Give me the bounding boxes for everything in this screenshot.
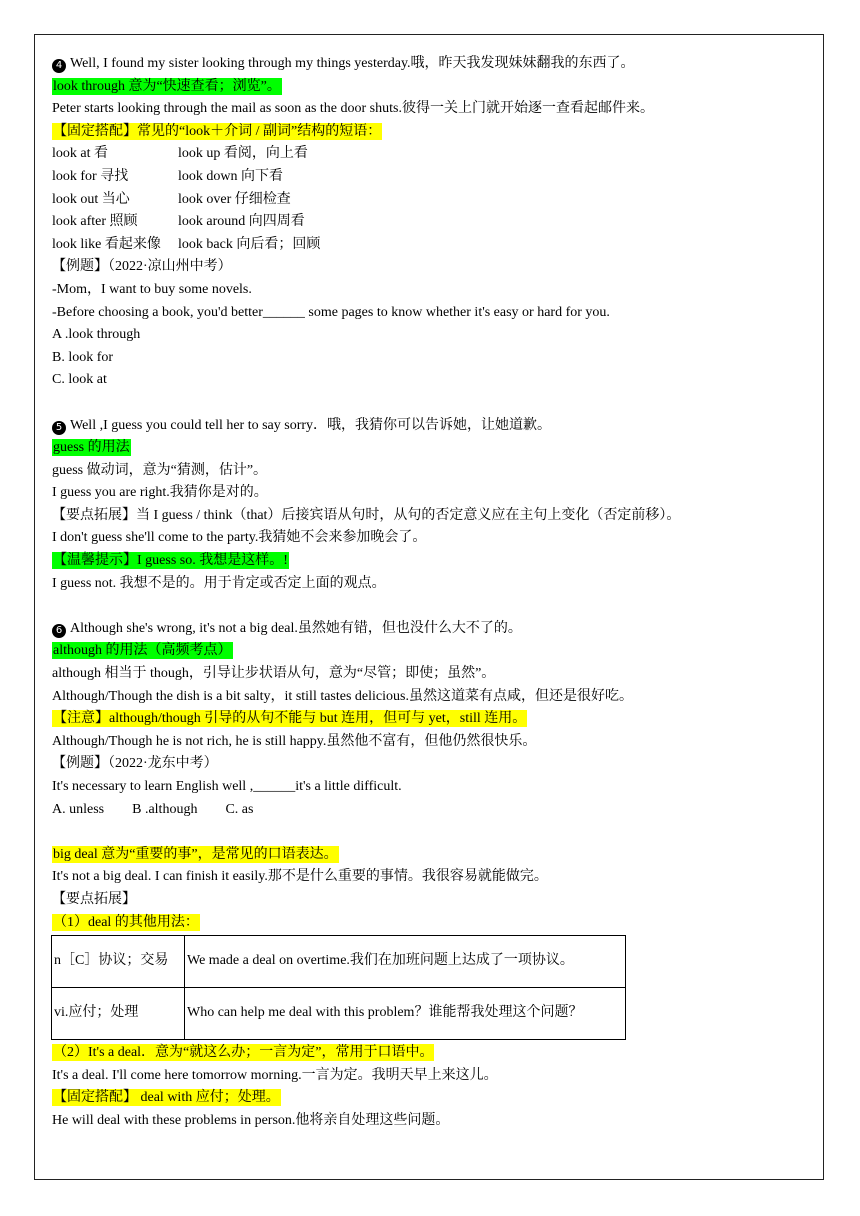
bigdeal-note-line: [52, 844, 812, 867]
exam-line: -Mom，I want to buy some novels.: [52, 281, 252, 297]
phrase: look out 当心: [52, 191, 130, 207]
phrase: look at 看: [52, 146, 108, 162]
text-line: I don't guess she'll come to the party.我猜她不会来参加晚会了。: [52, 530, 427, 546]
text-line: Although/Though the dish is a bit salty，it still tastes delicious.虽然这道菜有点咸，但还是很好吃。: [52, 688, 633, 704]
spacer: [52, 821, 812, 844]
sentence-5-text: Well ,I guess you could tell her to say sorry．哦，我猜你可以告诉她，让她道歉。: [70, 417, 552, 433]
exam-option: B. look for: [52, 349, 114, 365]
phrase-row: [52, 166, 812, 189]
expand-heading: 【要点拓展】: [52, 891, 136, 907]
sentence-5: [52, 415, 812, 438]
deal-other-usage: （1）deal 的其他用法：: [53, 914, 199, 930]
text-line: Although/Though he is not rich, he is still happy.虽然他不富有，但他仍然很快乐。: [52, 733, 537, 749]
fixed-collocation-heading: 【固定搭配】常见的“look＋介词 / 副词”结构的短语：: [53, 123, 382, 139]
table-row: [52, 988, 626, 1040]
table-cell: n［C］协议；交易: [52, 936, 185, 988]
phrase-row: [52, 143, 812, 166]
note-line: [52, 640, 812, 663]
sentence-6: [52, 618, 812, 641]
text-line: He will deal with these problems in person.他将亲自处理这些问题。: [52, 1112, 450, 1128]
attention-line: [52, 708, 812, 731]
phrase-row: [52, 234, 812, 257]
spacer: [52, 392, 812, 415]
phrase: look up 看阅，向上看: [178, 146, 308, 162]
its-a-deal-note: （2）It's a deal．意为“就这么办；一言为定”，常用于口语中。: [53, 1045, 434, 1061]
phrase: look down 向下看: [178, 168, 283, 184]
look-through-note: look through 意为“快速查看；浏览”。: [53, 78, 281, 94]
note-line: [52, 76, 812, 99]
deal-usage-table: [51, 935, 626, 1040]
sentence-6-text: Although she's wrong, it's not a big deal.虽然她有错，但也没什么大不了的。: [70, 620, 522, 636]
sub2-line: [52, 1042, 812, 1065]
exam-title: 【例题】（2022·凉山州中考）: [52, 259, 232, 275]
exam-options: A. unless B .although C. as: [52, 801, 254, 817]
spacer: [52, 595, 812, 618]
table-row: [52, 936, 626, 988]
phrase: look over 仔细检查: [178, 191, 291, 207]
although-usage-note: although 的用法（高频考点）: [53, 643, 232, 659]
text-line: It's a deal. I'll come here tomorrow morning.一言为定。我明天早上来这儿。: [52, 1067, 498, 1083]
exam-line: It's necessary to learn English well ,______it's a little difficult.: [52, 779, 402, 794]
exam-title: 【例题】（2022·龙东中考）: [52, 756, 218, 772]
sentence-4: [52, 53, 812, 76]
text-line: guess 做动词，意为“猜测，估计”。: [52, 462, 268, 478]
number-badge-4: 4: [52, 59, 66, 73]
document-body: [52, 53, 812, 1133]
exam-option: A .look through: [52, 327, 141, 343]
tip-line: [52, 550, 812, 573]
exam-line: -Before choosing a book, you'd better______ some pages to know whether it's easy or hard for you.: [52, 304, 610, 320]
text-line: It's not a big deal. I can finish it easily.那不是什么重要的事情。我很容易就能做完。: [52, 869, 548, 885]
deal-with-collocation: 【固定搭配】 deal with 应付；处理。: [53, 1090, 280, 1106]
phrase: look like 看起来像: [52, 236, 161, 252]
sub1-line: [52, 912, 812, 935]
number-badge-5: 5: [52, 421, 66, 435]
table-cell: We made a deal on overtime.我们在加班问题上达成了一项协议。: [185, 936, 626, 988]
example-sentence: Peter starts looking through the mail as soon as the door shuts.彼得一关上门就开始逐一查看起邮件来。: [52, 101, 654, 117]
fixed-line: [52, 121, 812, 144]
phrase: look back 向后看；回顾: [178, 236, 321, 252]
phrase-row: [52, 189, 812, 212]
text-line: although 相当于 though，引导让步状语从句，意为“尽管；即使；虽然”。: [52, 666, 496, 682]
sentence-4-text: Well, I found my sister looking through my things yesterday.哦，昨天我发现妹妹翻我的东西了。: [70, 56, 635, 71]
fixed-line: [52, 1087, 812, 1110]
text-line: I guess not. 我想不是的。用于肯定或否定上面的观点。: [52, 575, 386, 591]
number-badge-6: 6: [52, 624, 66, 638]
phrase: look around 向四周看: [178, 214, 305, 230]
phrase: look after 照顾: [52, 214, 138, 230]
guess-usage-note: guess 的用法: [53, 440, 130, 456]
phrase-row: [52, 211, 812, 234]
note-line: [52, 437, 812, 460]
exam-option: C. look at: [52, 372, 107, 388]
phrase: look for 寻找: [52, 168, 129, 184]
big-deal-note: big deal 意为“重要的事”，是常见的口语表达。: [53, 846, 338, 862]
table-cell: Who can help me deal with this problem？谁能帮我处理这个问题？: [185, 988, 626, 1040]
text-line: 【要点拓展】当 I guess / think（that）后接宾语从句时，从句的否定意义应在主句上变化（否定前移）。: [52, 507, 681, 523]
table-cell: vi.应付；处理: [52, 988, 185, 1040]
attention-note: 【注意】although/though 引导的从句不能与 but 连用，但可与 yet，still 连用。: [53, 711, 527, 727]
warm-tip: 【温馨提示】I guess so. 我想是这样。!: [53, 553, 288, 569]
text-line: I guess you are right.我猜你是对的。: [52, 485, 268, 501]
